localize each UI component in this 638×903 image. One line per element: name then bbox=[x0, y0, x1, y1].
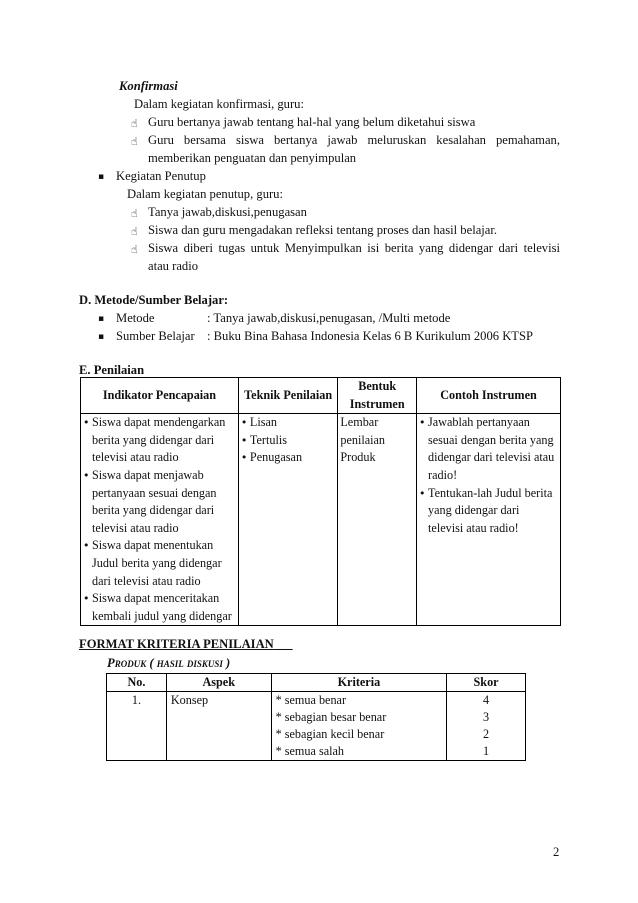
hand-pointer-icon: ☝ bbox=[131, 243, 138, 256]
kriteria-table bbox=[106, 673, 526, 761]
indikator-item: • Siswa dapat menentukan Judul berita yang didengar dari televisi atau radio bbox=[83, 537, 236, 590]
square-bullet-icon: ▪ bbox=[98, 314, 105, 324]
teknik-cell bbox=[238, 414, 337, 626]
penutup-item-2: Siswa dan guru mengadakan refleksi tentang proses dan hasil belajar. bbox=[148, 223, 498, 237]
kriteria-header-aspek: Aspek bbox=[166, 674, 271, 692]
kriteria-header-no: No. bbox=[107, 674, 167, 692]
header-indikator: Indikator Pencapaian bbox=[81, 378, 239, 414]
indikator-item: • Siswa dapat menjawab pertanyaan sesuai dengan berita yang didengar dari televisi atau radio bbox=[83, 467, 236, 537]
metode-heading: D. Metode/Sumber Belajar: bbox=[79, 293, 229, 307]
contoh-item: • Tentukan-lah Judul berita yang didengar dari televisi atau radio! bbox=[419, 485, 558, 538]
page-number: 2 bbox=[553, 845, 560, 859]
contoh-cell bbox=[417, 414, 561, 626]
penilaian-heading: E. Penilaian bbox=[79, 363, 145, 377]
hand-pointer-icon: ☝ bbox=[131, 225, 138, 238]
metode-value: : Tanya jawab,diskusi,penugasan, /Multi metode bbox=[207, 311, 451, 325]
konfirmasi-item-1: Guru bertanya jawab tentang hal-hal yang belum diketahui siswa bbox=[148, 115, 476, 129]
hand-pointer-icon: ☝ bbox=[131, 207, 138, 220]
konfirmasi-heading: Konfirmasi bbox=[119, 79, 178, 93]
header-teknik: Teknik Penilaian bbox=[238, 378, 337, 414]
konfirmasi-item-2-cont: memberikan penguatan dan penyimpulan bbox=[148, 151, 357, 165]
hand-pointer-icon: ☝ bbox=[131, 117, 138, 130]
penilaian-table bbox=[80, 377, 561, 626]
bentuk-cell: Lembar penilaian Produk bbox=[338, 414, 417, 626]
kriteria-header-skor: Skor bbox=[447, 674, 526, 692]
table-row bbox=[107, 692, 526, 761]
penutup-intro: Dalam kegiatan penutup, guru: bbox=[127, 187, 283, 201]
konfirmasi-item-2: Guru bersama siswa bertanya jawab meluruskan kesalahan pemahaman, bbox=[148, 133, 560, 147]
indikator-item: • Siswa dapat menceritakan kembali judul yang didengar bbox=[83, 590, 236, 625]
teknik-item: • Lisan bbox=[241, 414, 335, 432]
konfirmasi-intro: Dalam kegiatan konfirmasi, guru: bbox=[134, 97, 304, 111]
header-contoh: Contoh Instrumen bbox=[417, 378, 561, 414]
kriteria-title: FORMAT KRITERIA PENILAIAN bbox=[79, 637, 274, 651]
metode-label: Metode bbox=[116, 311, 155, 325]
penutup-item-1: Tanya jawab,diskusi,penugasan bbox=[148, 205, 307, 219]
indikator-item: • Siswa dapat mendengarkan berita yang didengar dari televisi atau radio bbox=[83, 414, 236, 467]
penutup-item-3-cont: atau radio bbox=[148, 259, 198, 273]
penutup-heading: Kegiatan Penutup bbox=[116, 169, 206, 183]
sumber-value: : Buku Bina Bahasa Indonesia Kelas 6 B Kurikulum 2006 KTSP bbox=[207, 329, 534, 343]
square-bullet-icon: ▪ bbox=[98, 172, 105, 182]
produk-label: Produk ( hasil diskusi ) bbox=[107, 656, 231, 670]
kriteria-aspek: Konsep bbox=[166, 692, 271, 761]
header-bentuk: Bentuk Instrumen bbox=[338, 378, 417, 414]
hand-pointer-icon: ☝ bbox=[131, 135, 138, 148]
square-bullet-icon: ▪ bbox=[98, 332, 105, 342]
penutup-item-3: Siswa diberi tugas untuk Menyimpulkan isi berita yang didengar dari televisi bbox=[148, 241, 560, 255]
indikator-cell bbox=[81, 414, 239, 626]
kriteria-no: 1. bbox=[107, 692, 167, 761]
kriteria-skor: 4 3 2 1 bbox=[447, 692, 526, 761]
teknik-item: • Tertulis bbox=[241, 432, 335, 450]
teknik-item: • Penugasan bbox=[241, 449, 335, 467]
contoh-item: • Jawablah pertanyaan sesuai dengan berita yang didengar dari televisi atau radio! bbox=[419, 414, 558, 484]
kriteria-header-kriteria: Kriteria bbox=[271, 674, 447, 692]
kriteria-kriteria: * semua benar * sebagian besar benar * sebagian kecil benar * semua salah bbox=[271, 692, 447, 761]
sumber-label: Sumber Belajar bbox=[116, 329, 195, 343]
